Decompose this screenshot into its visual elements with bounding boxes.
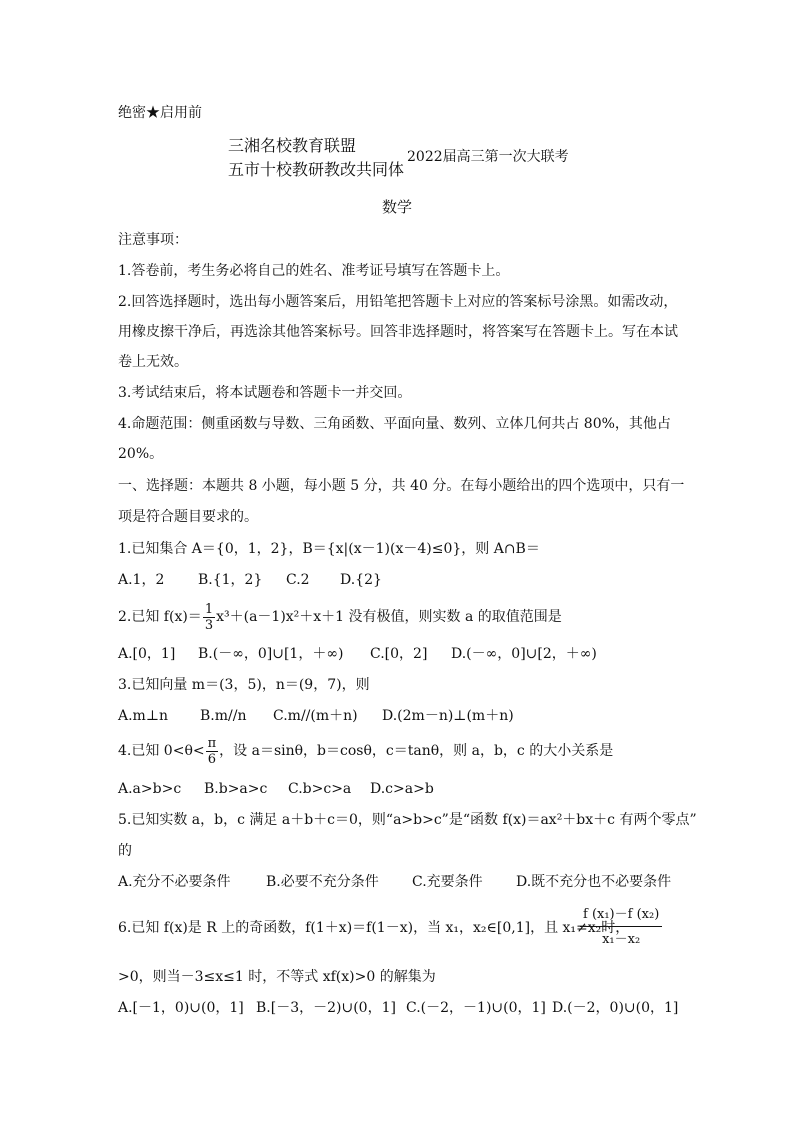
q1-stem: 1.已知集合 A＝{0，1，2}，B＝{x|(x－1)(x－4)≤0}，则 A∩B＝ [118, 541, 540, 557]
q2-stem [118, 600, 562, 634]
q4-option-d: D.c>a>b [370, 781, 434, 797]
q2-option-d: D.(－∞，0]∪[2，＋∞) [451, 646, 597, 662]
q5-option-c: C.充要条件 [412, 874, 483, 890]
q5-stem-line-2: 的 [118, 843, 132, 859]
q3-option-d: D.(2m－n)⊥(m＋n) [382, 708, 514, 724]
q5-option-d: D.既不充分也不必要条件 [516, 874, 672, 890]
q2-stem-pre: 2.已知 f(x)＝ [118, 609, 202, 625]
q6-frac-den: x₁－x₂ [602, 932, 641, 947]
note-2-line-2: 用橡皮擦干净后，再选涂其他答案标号。回答非选择题时，将答案写在答题卡上。写在本试 [118, 324, 678, 340]
q6-stem-line-2: >0，则当－3≤x≤1 时，不等式 xf(x)>0 的解集为 [118, 969, 436, 985]
section-1-line-1: 一、选择题：本题共 8 小题，每小题 5 分，共 40 分。在每小题给出的四个选项中，只有一 [118, 478, 685, 494]
q2-option-a: A.[0，1] [118, 646, 176, 662]
q4-frac-num: π [207, 735, 217, 751]
q5-option-a: A.充分不必要条件 [118, 874, 231, 890]
q6-option-d: D.(－2，0)∪(0，1] [552, 1000, 679, 1016]
q5-option-b: B.必要不充分条件 [266, 874, 379, 890]
note-4-line-2: 20%。 [118, 446, 164, 462]
q2-stem-post: x³＋(a－1)x²＋x＋1 没有极值，则实数 a 的取值范围是 [216, 609, 562, 625]
q4-fraction [206, 736, 219, 767]
q1-option-b: B.{1，2} [198, 572, 263, 588]
q6-option-c: C.(－2，－1)∪(0，1] [406, 1000, 546, 1016]
q2-fraction [203, 602, 215, 633]
q1-option-d: D.{2} [340, 572, 382, 588]
subject-title: 数学 [381, 198, 412, 216]
alliance-line-2: 五市十校教研教改共同体 [228, 160, 405, 179]
note-2-line-1: 2.回答选择题时，选出每小题答案后，用铅笔把答题卡上对应的答案标号涂黑。如需改动， [118, 294, 678, 310]
section-1-line-2: 项是符合题目要求的。 [118, 509, 258, 525]
q6-option-b: B.[－3，－2)∪(0，1] [256, 1000, 396, 1016]
q4-frac-den: 6 [207, 751, 217, 767]
q4-option-a: A.a>b>c [118, 781, 182, 797]
q6-stem-line-1: 6.已知 f(x)是 R 上的奇函数，f(1＋x)＝f(1－x)，当 x₁，x₂∈[0,1]，且 x₁≠x₂时， [118, 920, 630, 936]
q2-option-b: B.(－∞，0]∪[1，＋∞) [198, 646, 344, 662]
q4-stem-post: ，设 a＝sinθ，b＝cosθ，c＝tanθ，则 a，b，c 的大小关系是 [219, 743, 614, 759]
q6-fraction [580, 906, 662, 949]
note-2-line-3: 卷上无效。 [118, 354, 188, 370]
q6-frac-num: f (x₁)－f (x₂) [580, 906, 662, 927]
q3-option-b: B.m//n [200, 708, 247, 724]
q2-frac-num: 1 [204, 601, 214, 617]
q3-stem: 3.已知向量 m＝(3，5)，n＝(9，7)，则 [118, 677, 370, 693]
note-3: 3.考试结束后，将本试题卷和答题卡一并交回。 [118, 385, 412, 401]
q1-option-a: A.1，2 [118, 572, 165, 588]
q3-option-a: A.m⊥n [118, 708, 169, 724]
q2-option-c: C.[0，2] [370, 646, 428, 662]
q3-option-c: C.m//(m＋n) [273, 708, 358, 724]
q4-option-b: B.b>a>c [204, 781, 268, 797]
note-4-line-1: 4.命题范围：侧重函数与导数、三角函数、平面向量、数列、立体几何共占 80%，其他占 [118, 416, 671, 432]
q4-stem-pre: 4.已知 0<θ< [118, 743, 205, 759]
q2-frac-den: 3 [204, 617, 214, 633]
confidential-label: 绝密★启用前 [118, 105, 202, 121]
notes-title: 注意事项： [118, 232, 188, 248]
q1-option-c: C.2 [286, 572, 310, 588]
q4-option-c: C.b>c>a [288, 781, 352, 797]
q5-stem-line-1: 5.已知实数 a，b，c 满足 a＋b＋c＝0，则“a>b>c”是“函数 f(x)＝ax²＋bx＋c 有两个零点” [118, 812, 697, 828]
q6-option-a: A.[－1，0)∪(0，1] [118, 1000, 244, 1016]
exam-name: 2022届高三第一次大联考 [407, 149, 569, 165]
alliance-block [228, 134, 404, 182]
note-1: 1.答卷前，考生务必将自己的姓名、准考证号填写在答题卡上。 [118, 263, 510, 279]
q4-stem [118, 734, 613, 768]
alliance-line-1: 三湘名校教育联盟 [228, 136, 357, 155]
